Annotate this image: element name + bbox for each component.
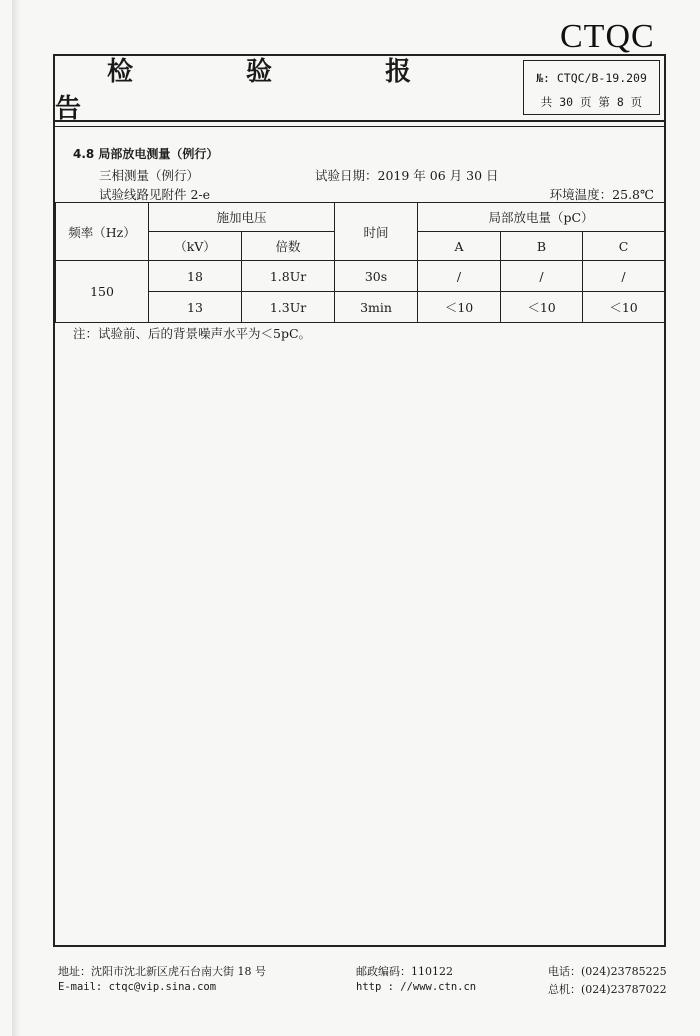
footer-address: 地址：沈阳市沈北新区虎石台南大街 18 号 [58,965,266,978]
footer-switchboard: 总机：(024)23787022 [548,983,667,996]
subheader-phase-b: B [501,232,583,261]
report-number-box [523,60,660,115]
section-subtitle: 三相测量（例行） [99,168,200,183]
test-date: 试验日期：2019 年 06 月 30 日 [315,168,499,183]
cell-kv: 18 [149,261,242,292]
cell-pd-c: / [583,261,665,292]
report-number: №: CTQC/B-19.209 [536,71,647,85]
report-title: 检 验 报 告 [55,57,464,124]
report-frame [53,54,666,947]
test-circuit: 试验线路见附件 2-e [99,187,211,202]
cell-pd-a: ＜10 [418,292,501,323]
header-pd: 局部放电量（pC） [418,203,665,232]
subheader-multiple: 倍数 [242,232,335,261]
report-header [55,56,664,122]
table-note: 注：试验前、后的背景噪声水平为＜5pC。 [73,326,312,341]
table-row [56,261,665,292]
cell-pd-a: / [418,261,501,292]
footer-phone: 电话：(024)23785225 [548,965,667,978]
ctqc-logo: CTQC [560,18,655,55]
cell-pd-b: / [501,261,583,292]
cell-pd-c: ＜10 [583,292,665,323]
cell-frequency: 150 [56,261,149,323]
partial-discharge-table [55,202,665,323]
cell-time: 3min [335,292,418,323]
ambient-temperature: 环境温度：25.8℃ [549,187,654,202]
header-time: 时间 [335,203,418,261]
cell-multiple: 1.3Ur [242,292,335,323]
cell-time: 30s [335,261,418,292]
section-title: 4.8 局部放电测量（例行） [73,147,219,161]
subheader-kv: （kV） [149,232,242,261]
header-frequency: 频率（Hz） [56,203,149,261]
page-counter: 共 30 页 第 8 页 [540,95,643,109]
footer-email: E-mail: ctqc@vip.sina.com [58,981,217,993]
footer-postcode: 邮政编码：110122 [356,965,453,978]
cell-kv: 13 [149,292,242,323]
subheader-phase-a: A [418,232,501,261]
footer-website: http : //www.ctn.cn [356,981,477,993]
header-voltage: 施加电压 [149,203,335,232]
page-binding-shadow [12,0,20,1036]
header-divider [55,122,664,127]
subheader-phase-c: C [583,232,665,261]
cell-multiple: 1.8Ur [242,261,335,292]
cell-pd-b: ＜10 [501,292,583,323]
